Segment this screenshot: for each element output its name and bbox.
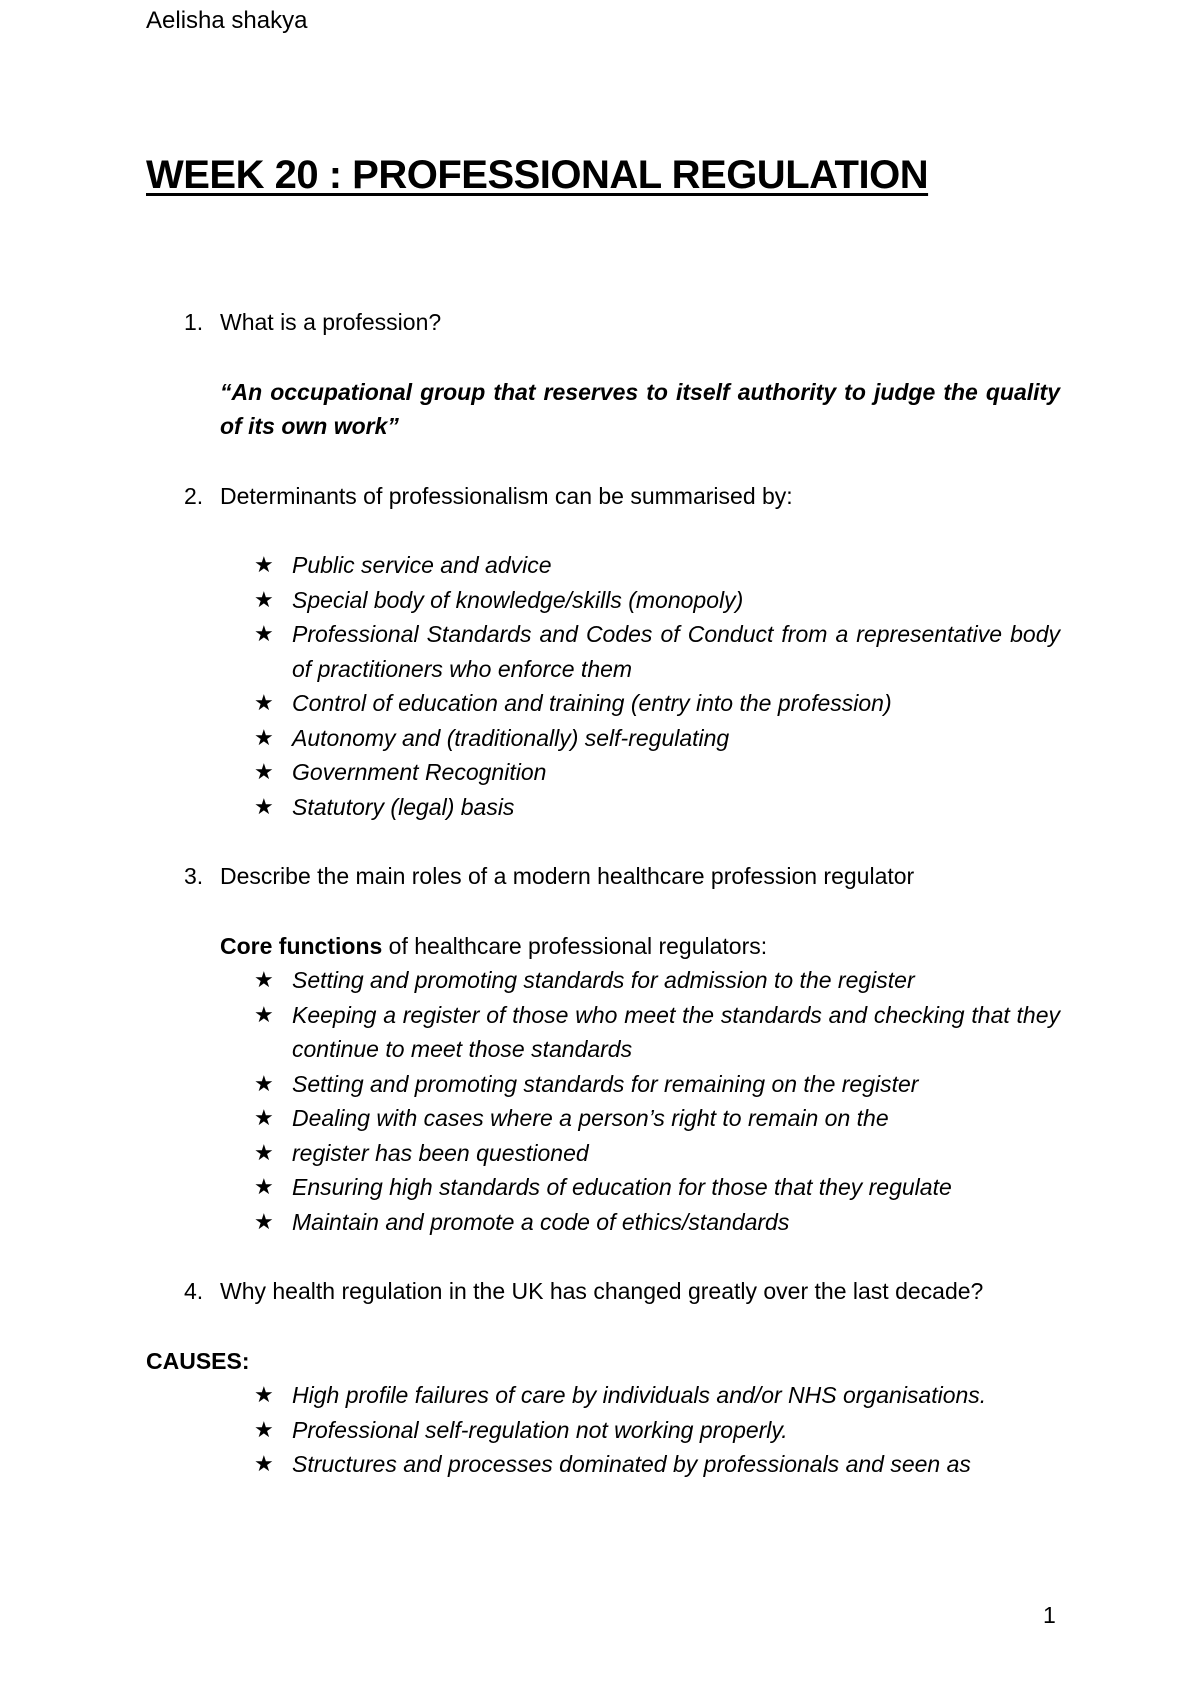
question-1-number: 1. <box>184 309 204 335</box>
question-1 <box>146 305 1060 340</box>
star-icon: ★ <box>254 1451 274 1476</box>
question-3 <box>146 859 1060 894</box>
question-2 <box>146 479 1060 514</box>
author-name: Aelisha shakya <box>146 7 308 34</box>
star-icon: ★ <box>254 724 274 750</box>
list-item: ★ Setting and promoting standards for remaining on the register <box>292 1067 1060 1102</box>
star-icon: ★ <box>254 1208 274 1234</box>
question-4-number: 4. <box>184 1278 204 1304</box>
star-icon: ★ <box>254 586 274 612</box>
list-item: ★ Ensuring high standards of education for those that they regulate <box>292 1170 1060 1205</box>
question-2-number: 2. <box>184 482 204 509</box>
star-icon: ★ <box>254 1105 274 1130</box>
star-icon: ★ <box>254 1139 274 1165</box>
causes-list <box>146 1378 1060 1482</box>
star-icon: ★ <box>254 1416 274 1442</box>
question-3-number: 3. <box>184 863 204 889</box>
list-item: ★ Public service and advice <box>292 548 1060 583</box>
determinants-list <box>146 548 1060 824</box>
document-body <box>146 305 1060 1482</box>
star-icon: ★ <box>254 1001 274 1027</box>
list-item: ★ Government Recognition <box>292 755 1060 790</box>
list-item: ★ Dealing with cases where a person’s right to remain on the <box>292 1101 1060 1136</box>
page-title: WEEK 20 : PROFESSIONAL REGULATION <box>146 153 929 197</box>
core-functions-rest: of healthcare professional regulators: <box>382 932 768 959</box>
list-item: ★ Keeping a register of those who meet the standards and checking that they continue to meet those standards <box>292 998 1060 1067</box>
star-icon: ★ <box>254 759 274 784</box>
star-icon: ★ <box>254 967 274 992</box>
star-icon: ★ <box>254 793 274 819</box>
star-icon: ★ <box>254 1174 274 1199</box>
star-icon: ★ <box>254 1382 274 1407</box>
list-item: ★ register has been questioned <box>292 1136 1060 1171</box>
star-icon: ★ <box>254 1070 274 1096</box>
list-item: ★ Maintain and promote a code of ethics/standards <box>292 1205 1060 1240</box>
list-item: ★ Professional self-regulation not working properly. <box>292 1413 1060 1448</box>
list-item: ★ Control of education and training (entry into the profession) <box>292 686 1060 721</box>
star-icon: ★ <box>254 621 274 646</box>
list-item: ★ Professional Standards and Codes of Conduct from a representative body of practitioners who enforce them <box>292 617 1060 686</box>
question-4-text: Why health regulation in the UK has changed greatly over the last decade? <box>220 1278 984 1304</box>
core-functions-list <box>146 963 1060 1239</box>
core-functions-heading <box>220 929 1060 964</box>
list-item: ★ Structures and processes dominated by professionals and seen as <box>292 1447 1060 1482</box>
star-icon: ★ <box>254 690 274 715</box>
list-item: ★ Setting and promoting standards for admission to the register <box>292 963 1060 998</box>
star-icon: ★ <box>254 552 274 577</box>
causes-heading: CAUSES: <box>146 1347 250 1374</box>
question-4 <box>146 1274 1060 1309</box>
question-2-text: Determinants of professionalism can be summarised by: <box>220 482 793 509</box>
list-item: ★ Autonomy and (traditionally) self-regulating <box>292 721 1060 756</box>
list-item: ★ High profile failures of care by individuals and/or NHS organisations. <box>292 1378 1060 1413</box>
page-number: 1 <box>1043 1602 1056 1628</box>
question-1-text: What is a profession? <box>220 309 442 335</box>
core-functions-bold: Core functions <box>220 932 383 959</box>
profession-definition-quote: “An occupational group that reserves to itself authority to judge the quality of its own work” <box>220 378 1060 439</box>
list-item: ★ Special body of knowledge/skills (monopoly) <box>292 583 1060 618</box>
list-item: ★ Statutory (legal) basis <box>292 790 1060 825</box>
question-3-text: Describe the main roles of a modern healthcare profession regulator <box>220 863 915 889</box>
